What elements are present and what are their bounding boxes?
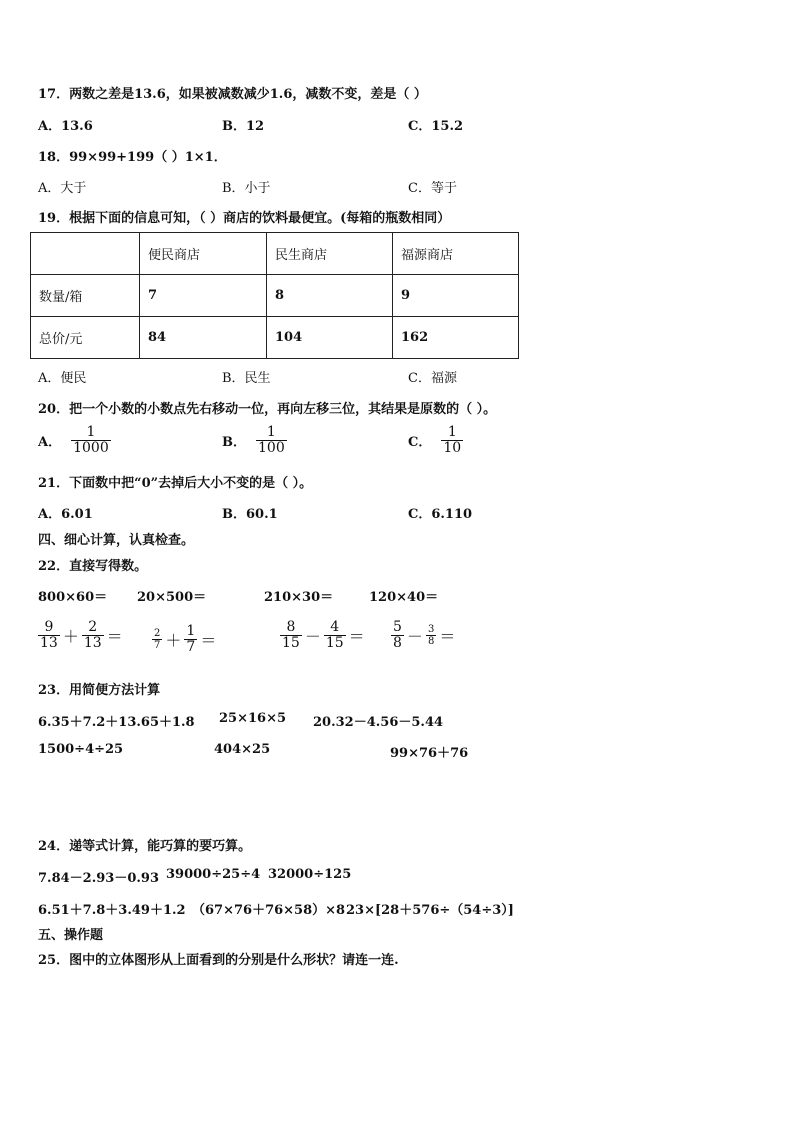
q17-option-c: C．15.2 [408, 119, 464, 134]
q21-stem: 21．下面数中把“0”去掉后大小不变的是（ ）。 [38, 476, 313, 491]
q23-stem: 23．用简便方法计算 [38, 683, 161, 698]
operator: － [406, 627, 423, 647]
q21-option-c: C．6.110 [408, 507, 473, 522]
q24-expr-2: 39000÷25÷4 [166, 867, 261, 882]
q22-expr-2: 20×500＝ [137, 590, 207, 605]
fraction [152, 628, 162, 651]
q22-expr-4: 120×40＝ [369, 590, 439, 605]
fraction [280, 620, 302, 652]
price-table [30, 232, 519, 359]
q20-stem: 20．把一个小数的小数点先右移动一位，再向左移三位，其结果是原数的（ ）。 [38, 402, 497, 417]
fraction [38, 620, 60, 652]
operator: ＋ [165, 631, 182, 651]
fraction-denominator: 13 [40, 635, 58, 652]
operator: － [304, 627, 321, 647]
q22-expr-1: 800×60＝ [38, 590, 108, 605]
fraction [82, 620, 104, 652]
table-cell: 104 [267, 317, 393, 359]
fraction-numerator: 1 [71, 425, 111, 441]
q19-option-a: A．便民 [38, 371, 87, 386]
q18-option-c: C．等于 [408, 181, 457, 196]
fraction-numerator: 1 [256, 425, 287, 441]
fraction [256, 425, 287, 457]
q18-option-b: B．小于 [222, 181, 271, 196]
q19-option-c: C．福源 [408, 371, 457, 386]
q21-option-a: A．6.01 [38, 507, 93, 522]
q23-expr-6: 99×76＋76 [390, 746, 469, 761]
fraction-denominator: 1000 [73, 440, 109, 457]
equals: ＝ [200, 631, 217, 651]
q24-expr-3: 32000÷125 [268, 867, 352, 882]
table-cell: 84 [140, 317, 267, 359]
fraction-numerator: 5 [393, 619, 402, 635]
fraction-numerator: 4 [324, 620, 346, 636]
table-header-cell: 便民商店 [140, 233, 267, 275]
q24-stem: 24．递等式计算，能巧算的要巧算。 [38, 839, 252, 854]
fraction-numerator: 3 [427, 624, 435, 636]
q23-expr-3: 20.32－4.56－5.44 [313, 715, 444, 730]
fraction [324, 620, 346, 652]
fraction-numerator: 2 [154, 628, 161, 640]
fraction-numerator: 1 [441, 425, 463, 441]
q21-option-b: B．60.1 [222, 507, 278, 522]
fraction-denominator: 13 [83, 635, 102, 652]
q23-expr-1: 6.35＋7.2＋13.65＋1.8 [38, 715, 195, 730]
equals: ＝ [348, 627, 365, 647]
table-cell: 7 [140, 275, 267, 317]
q22-fraction-expr-1 [38, 620, 123, 652]
q24-expr-1: 7.84－2.93－0.93 [38, 871, 159, 886]
fraction-numerator: 2 [82, 620, 104, 636]
q19-stem: 19．根据下面的信息可知，（ ）商店的饮料最便宜。(每箱的瓶数相同） [38, 211, 451, 226]
fraction-denominator: 100 [258, 440, 285, 457]
fraction-denominator: 8 [427, 636, 435, 648]
fraction-denominator: 7 [154, 640, 161, 652]
section-4-heading: 四、细心计算，认真检查。 [38, 533, 195, 548]
q18-option-a: A．大于 [38, 181, 87, 196]
table-header-cell: 民生商店 [267, 233, 393, 275]
q23-expr-4: 1500÷4÷25 [38, 742, 124, 757]
option-label: B． [222, 435, 246, 451]
fraction-denominator: 15 [282, 635, 300, 652]
q22-fraction-expr-3 [280, 620, 365, 652]
q22-expr-3: 210×30＝ [264, 590, 334, 605]
q17-option-b: B．12 [222, 119, 265, 134]
section-5-heading: 五、操作题 [38, 928, 104, 943]
fraction-denominator: 7 [186, 639, 196, 656]
fraction-numerator: 9 [38, 620, 60, 636]
fraction-numerator: 8 [280, 620, 302, 636]
table-cell: 8 [267, 275, 393, 317]
q23-expr-5: 404×25 [214, 742, 271, 757]
q22-stem: 22．直接写得数。 [38, 559, 148, 574]
fraction [184, 624, 197, 656]
table-row-label: 数量/箱 [31, 275, 140, 317]
fraction [426, 624, 436, 647]
option-label: A． [38, 435, 62, 451]
q20-option-a [38, 425, 111, 457]
equals: ＝ [439, 627, 456, 647]
table-cell: 162 [393, 317, 519, 359]
fraction-denominator: 8 [393, 635, 402, 652]
q24-expr-5: （67×76＋76×58）×8 [192, 903, 346, 918]
fraction-denominator: 15 [325, 635, 344, 652]
fraction [441, 425, 463, 457]
equals: ＝ [106, 627, 123, 647]
table-cell [31, 233, 140, 275]
table-header-row [31, 233, 519, 275]
q20-option-b [222, 425, 287, 457]
q24-expr-4: 6.51＋7.8＋3.49＋1.2 [38, 903, 186, 918]
table-row [31, 275, 519, 317]
fraction-numerator: 1 [186, 623, 196, 639]
fraction [391, 620, 404, 652]
q24-expr-6: 23×[28＋576÷（54÷3）] [346, 903, 514, 918]
table-row [31, 317, 519, 359]
q25-stem: 25．图中的立体图形从上面看到的分别是什么形状？请连一连. [38, 953, 399, 968]
q22-fraction-expr-2 [152, 624, 216, 656]
table-cell: 9 [393, 275, 519, 317]
q18-stem: 18．99×99+199（ ）1×1． [38, 150, 227, 165]
q17-option-a: A．13.6 [38, 119, 93, 134]
table-header-cell: 福源商店 [393, 233, 519, 275]
q19-option-b: B．民生 [222, 371, 271, 386]
q23-expr-2: 25×16×5 [219, 711, 287, 726]
fraction [71, 425, 111, 457]
q17-stem: 17．两数之差是13.6，如果被减数减少1.6，减数不变，差是（ ） [38, 87, 427, 102]
q20-option-c [408, 425, 463, 457]
fraction-denominator: 10 [443, 440, 462, 457]
table-row-label: 总价/元 [31, 317, 140, 359]
q22-fraction-expr-4 [391, 620, 455, 652]
option-label: C． [408, 435, 432, 451]
operator: ＋ [62, 627, 79, 647]
